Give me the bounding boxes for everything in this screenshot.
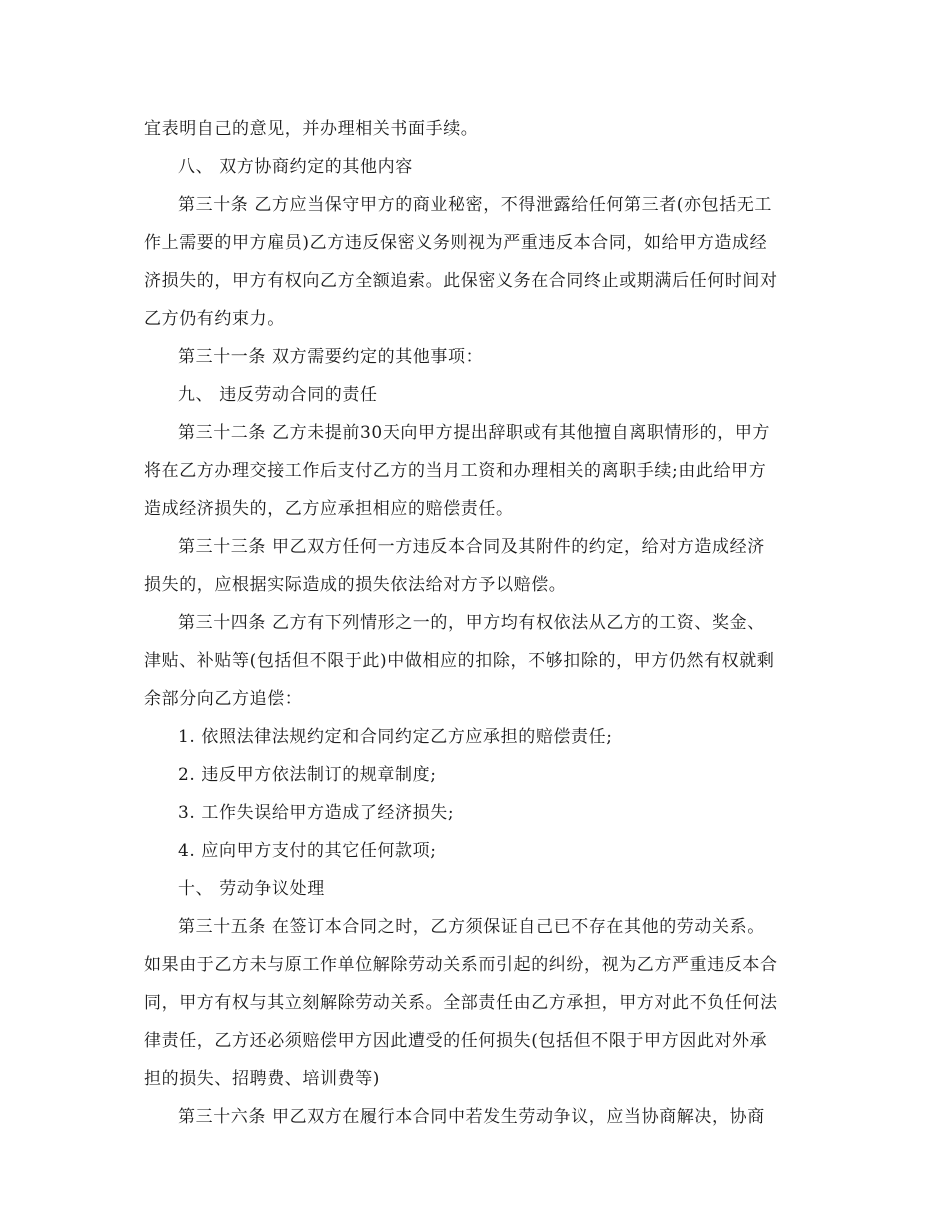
text-line: 第三十四条 乙方有下列情形之一的，甲方均有权依法从乙方的工资、奖金、 bbox=[178, 613, 765, 633]
text-line: 同，甲方有权与其立刻解除劳动关系。全部责任由乙方承担，甲方对此不负任何法 bbox=[144, 993, 778, 1013]
section-heading: 九、 违反劳动合同的责任 bbox=[178, 385, 378, 405]
section-heading: 十、 劳动争议处理 bbox=[178, 879, 325, 899]
text-line: 第三十六条 甲乙双方在履行本合同中若发生劳动争议，应当协商解决，协商 bbox=[178, 1107, 765, 1127]
list-item: 1. 依照法律法规约定和合同约定乙方应承担的赔偿责任; bbox=[178, 727, 613, 747]
text-line: 第三十五条 在签订本合同之时，乙方须保证自己已不存在其他的劳动关系。 bbox=[178, 917, 765, 937]
text-line: 作上需要的甲方雇员)乙方违反保密义务则视为严重违反本合同，如给甲方造成经 bbox=[144, 233, 768, 253]
text-line: 乙方仍有约束力。 bbox=[144, 309, 285, 329]
section-heading: 八、 双方协商约定的其他内容 bbox=[178, 157, 413, 177]
text-line: 余部分向乙方追偿： bbox=[144, 689, 303, 709]
text-line: 担的损失、招聘费、培训费等) bbox=[144, 1069, 381, 1089]
text-line: 第三十条 乙方应当保守甲方的商业秘密，不得泄露给任何第三者(亦包括无工 bbox=[178, 195, 773, 215]
list-item: 4. 应向甲方支付的其它任何款项; bbox=[178, 841, 437, 861]
text-line: 第三十三条 甲乙双方任何一方违反本合同及其附件的约定，给对方造成经济 bbox=[178, 537, 765, 557]
text-line: 第三十二条 乙方未提前30天向甲方提出辞职或有其他擅自离职情形的，甲方 bbox=[178, 423, 771, 443]
text-line: 如果由于乙方未与原工作单位解除劳动关系而引起的纠纷，视为乙方严重违反本合 bbox=[144, 955, 778, 975]
text-line: 济损失的，甲方有权向乙方全额追索。此保密义务在合同终止或期满后任何时间对 bbox=[144, 271, 778, 291]
list-item: 3. 工作失误给甲方造成了经济损失; bbox=[178, 803, 455, 823]
text-line: 第三十一条 双方需要约定的其他事项： bbox=[178, 347, 484, 367]
text-line: 造成经济损失的，乙方应承担相应的赔偿责任。 bbox=[144, 499, 514, 519]
text-line: 损失的，应根据实际造成的损失依法给对方予以赔偿。 bbox=[144, 575, 567, 595]
text-line: 将在乙方办理交接工作后支付乙方的当月工资和办理相关的离职手续;由此给甲方 bbox=[144, 461, 767, 481]
list-item: 2. 违反甲方依法制订的规章制度; bbox=[178, 765, 437, 785]
text-line: 律责任，乙方还必须赔偿甲方因此遭受的任何损失(包括但不限于甲方因此对外承 bbox=[144, 1031, 768, 1051]
text-line: 津贴、补贴等(包括但不限于此)中做相应的扣除，不够扣除的，甲方仍然有权就剩 bbox=[144, 651, 775, 671]
text-line: 宜表明自己的意见，并办理相关书面手续。 bbox=[144, 119, 479, 139]
